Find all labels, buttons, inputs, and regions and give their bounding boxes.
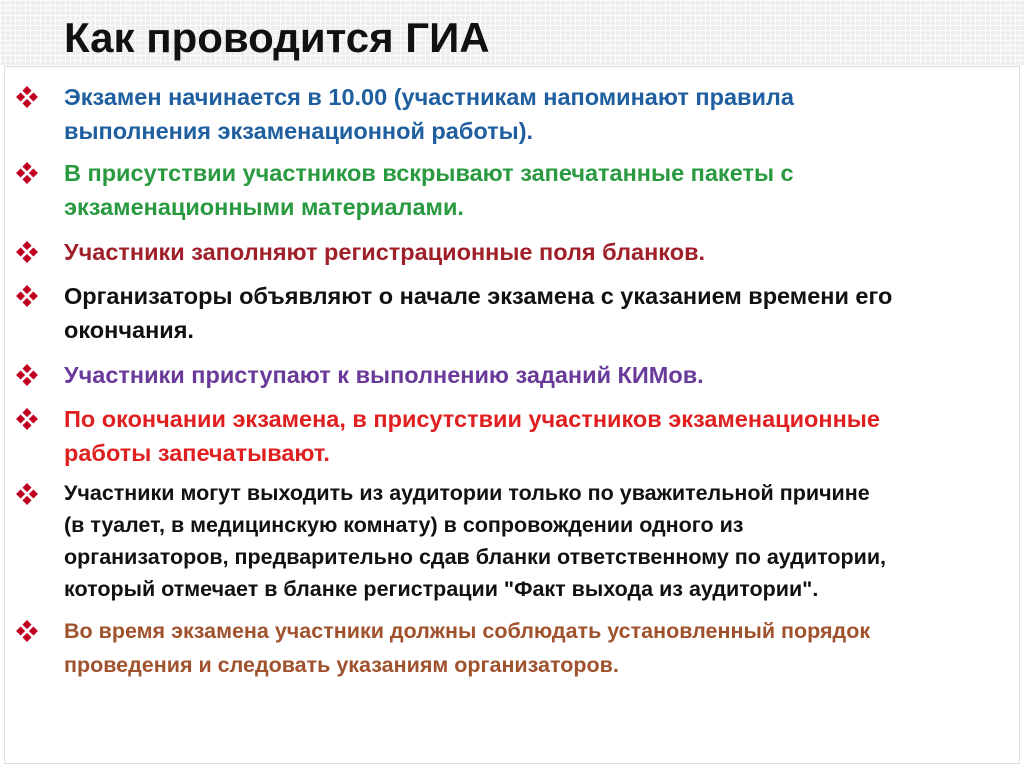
diamond-four-petal-icon [16, 483, 38, 505]
bullet-line: Участники заполняют регистрационные поля бланков. [64, 239, 706, 265]
bullet-line: Экзамен начинается в 10.00 (участникам напоминают правила [64, 84, 794, 110]
bullet-line: Во время экзамена участники должны соблюдать установленный порядок [64, 619, 871, 643]
diamond-four-petal-icon [16, 285, 38, 307]
bullet-line: окончания. [64, 317, 194, 343]
bullet-line: работы запечатывают. [64, 440, 330, 466]
bullet-line: Участники могут выходить из аудитории только по уважительной причине [64, 481, 870, 505]
slide-title: Как проводится ГИА [64, 14, 490, 61]
bullet-line: В присутствии участников вскрывают запечатанные пакеты с [64, 160, 794, 186]
bullet-line: выполнения экзаменационной работы). [64, 118, 534, 144]
bullet-line: Участники приступают к выполнению заданий КИМов. [64, 362, 704, 388]
bullet-line: проведения и следовать указаниям организаторов. [64, 653, 619, 677]
bullet-line: который отмечает в бланке регистрации "Факт выхода из аудитории". [64, 577, 819, 601]
bullet-line: организаторов, предварительно сдав бланки ответственному по аудитории, [64, 545, 887, 569]
diamond-four-petal-icon [16, 241, 38, 263]
diamond-four-petal-icon [16, 162, 38, 184]
bullet-line: Организаторы объявляют о начале экзамена с указанием времени его [64, 283, 893, 309]
diamond-four-petal-icon [16, 620, 38, 642]
bullet-line: экзаменационными материалами. [64, 194, 464, 220]
diamond-four-petal-icon [16, 364, 38, 386]
bullet-line: По окончании экзамена, в присутствии участников экзаменационные [64, 406, 880, 432]
diamond-four-petal-icon [16, 408, 38, 430]
diamond-four-petal-icon [16, 86, 38, 108]
bullet-line: (в туалет, в медицинскую комнату) в сопровождении одного из [64, 513, 744, 537]
